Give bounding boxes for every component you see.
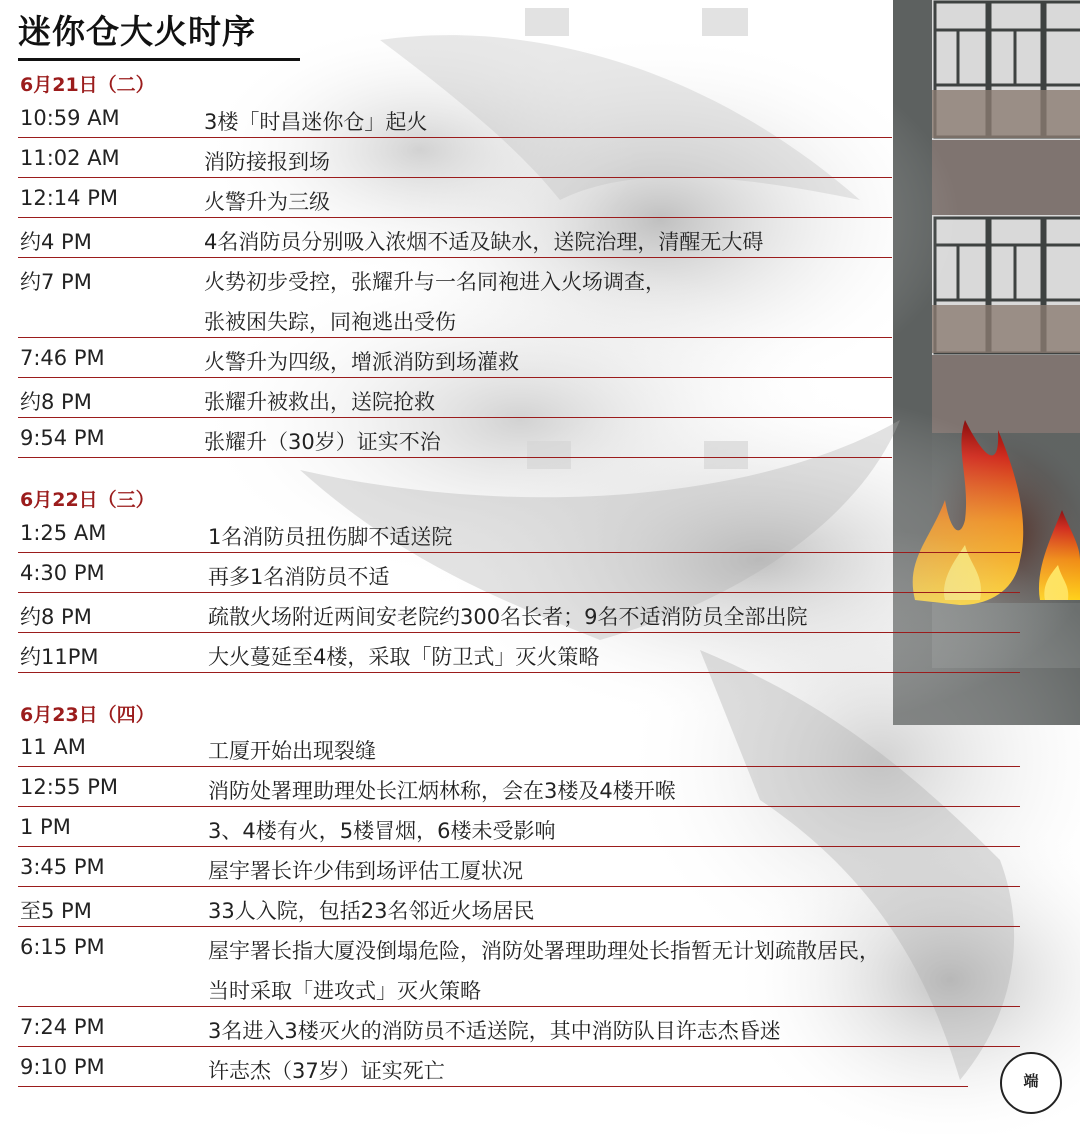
- row-divider: [18, 457, 892, 458]
- event-text: 张耀升（30岁）证实不治: [204, 430, 441, 454]
- timeline-row: [18, 727, 1020, 767]
- event-time: 约4 PM: [20, 230, 92, 254]
- event-time: 1:25 AM: [20, 521, 107, 545]
- event-time: 约7 PM: [20, 270, 92, 294]
- timeline-row: [18, 418, 892, 458]
- event-time: 11 AM: [20, 735, 86, 759]
- page-title: 迷你仓大火时序: [18, 12, 256, 51]
- event-time: 约8 PM: [20, 605, 92, 629]
- event-time: 7:24 PM: [20, 1015, 105, 1039]
- event-time: 9:54 PM: [20, 426, 105, 450]
- brand-logo: [1000, 1052, 1062, 1114]
- event-time: 7:46 PM: [20, 346, 105, 370]
- event-text: 4名消防员分别吸入浓烟不适及缺水，送院治理，清醒无大碍: [204, 230, 764, 254]
- event-text: 3楼「时昌迷你仓」起火: [204, 110, 428, 134]
- event-time: 约11PM: [20, 645, 99, 669]
- event-text: 3名进入3楼灭火的消防员不适送院，其中消防队目许志杰昏迷: [208, 1019, 781, 1043]
- timeline-row: [18, 887, 1020, 927]
- day-heading-0621: 6月21日（二）: [20, 74, 155, 96]
- event-time: 3:45 PM: [20, 855, 105, 879]
- event-time: 10:59 AM: [20, 106, 120, 130]
- event-time: 约8 PM: [20, 390, 92, 414]
- logo-text: 端: [1023, 1072, 1039, 1090]
- event-text: 1名消防员扭伤脚不适送院: [208, 525, 453, 549]
- timeline-row: [18, 767, 1020, 807]
- event-text-continued: 张被困失踪，同袍逃出受伤: [204, 310, 456, 334]
- event-time: 12:55 PM: [20, 775, 118, 799]
- event-text: 工厦开始出现裂缝: [208, 739, 376, 763]
- event-text: 火警升为四级，增派消防到场灌救: [204, 350, 519, 374]
- timeline-row: [18, 847, 1020, 887]
- day-heading-0623: 6月23日（四）: [20, 704, 155, 726]
- row-divider: [18, 672, 1020, 673]
- timeline-row: [18, 553, 1020, 593]
- event-text: 疏散火场附近两间安老院约300名长者；9名不适消防员全部出院: [208, 605, 808, 629]
- day-heading-0622: 6月22日（三）: [20, 489, 155, 511]
- timeline-row: [18, 378, 892, 418]
- event-text: 消防接报到场: [204, 150, 330, 174]
- event-text: 屋宇署长指大厦没倒塌危险，消防处署理助理处长指暂无计划疏散居民，: [208, 939, 880, 963]
- timeline-row: [18, 633, 1020, 673]
- event-text: 3、4楼有火，5楼冒烟，6楼未受影响: [208, 819, 556, 843]
- timeline-row: [18, 178, 892, 218]
- event-text: 33人入院，包括23名邻近火场居民: [208, 899, 535, 923]
- timeline-row: [18, 593, 1020, 633]
- event-text: 张耀升被救出，送院抢救: [204, 390, 435, 414]
- timeline-row: [18, 807, 1020, 847]
- timeline-row: [18, 258, 892, 338]
- event-time: 至5 PM: [20, 899, 92, 923]
- row-divider: [18, 1086, 968, 1087]
- event-time: 4:30 PM: [20, 561, 105, 585]
- event-text: 屋宇署长许少伟到场评估工厦状况: [208, 859, 523, 883]
- event-text: 许志杰（37岁）证实死亡: [208, 1059, 445, 1083]
- timeline-row: [18, 98, 892, 138]
- title-underline: [18, 58, 300, 61]
- event-text-continued: 当时采取「进攻式」灭火策略: [208, 979, 481, 1003]
- event-time: 11:02 AM: [20, 146, 120, 170]
- event-time: 1 PM: [20, 815, 71, 839]
- event-time: 12:14 PM: [20, 186, 118, 210]
- event-text: 再多1名消防员不适: [208, 565, 390, 589]
- event-time: 6:15 PM: [20, 935, 105, 959]
- event-time: 9:10 PM: [20, 1055, 105, 1079]
- timeline-row: [18, 513, 1020, 553]
- timeline-row: [18, 927, 1020, 1007]
- timeline-row: [18, 1047, 968, 1087]
- event-text: 大火蔓延至4楼，采取「防卫式」灭火策略: [208, 645, 600, 669]
- timeline-row: [18, 218, 892, 258]
- timeline-row: [18, 1007, 1020, 1047]
- timeline-row: [18, 138, 892, 178]
- event-text: 火警升为三级: [204, 190, 330, 214]
- event-text: 消防处署理助理处长江炳林称，会在3楼及4楼开喉: [208, 779, 676, 803]
- event-text: 火势初步受控，张耀升与一名同袍进入火场调查，: [204, 270, 666, 294]
- timeline-row: [18, 338, 892, 378]
